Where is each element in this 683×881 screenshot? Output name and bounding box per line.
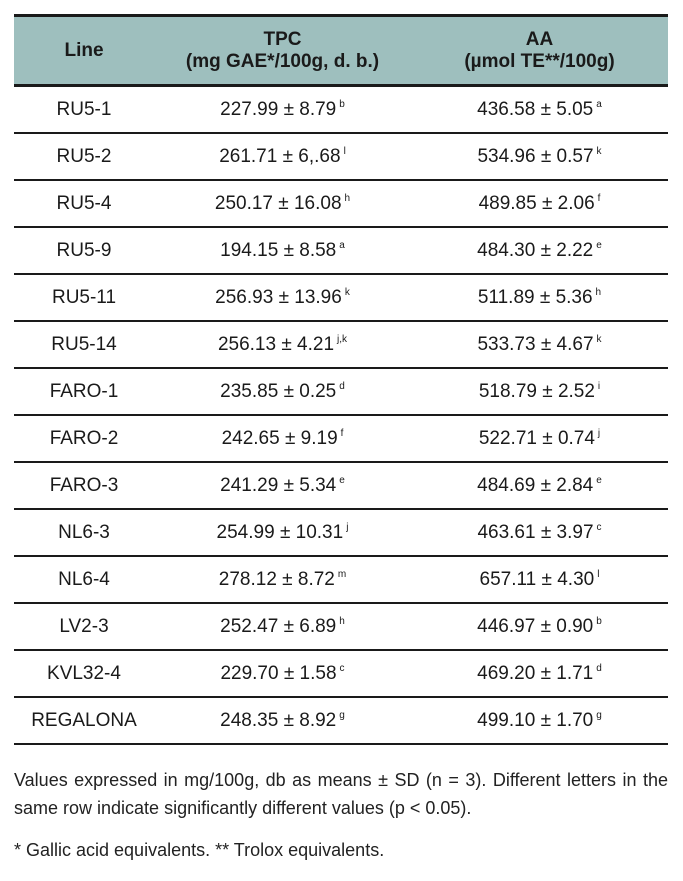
cell-aa: [411, 556, 668, 603]
cell-tpc: [154, 86, 411, 134]
cell-tpc: [154, 368, 411, 415]
cell-aa: [411, 603, 668, 650]
table-row: [14, 86, 668, 134]
cell-tpc-value: 252.47 ± 6.89: [220, 615, 337, 637]
table-header: [14, 16, 668, 86]
cell-tpc-significance-letter: c: [339, 662, 345, 674]
header-tpc-unit: (mg GAE*/100g, d. b.): [185, 50, 380, 72]
cell-tpc-significance-letter: b: [339, 98, 345, 110]
table-row: [14, 603, 668, 650]
cell-tpc: [154, 133, 411, 180]
cell-aa-value: 657.11 ± 4.30: [479, 568, 595, 590]
cell-aa-significance-letter: e: [596, 474, 602, 486]
header-tpc: [154, 16, 411, 86]
cell-tpc-significance-letter: e: [339, 474, 345, 486]
table-row: [14, 274, 668, 321]
cell-aa-significance-letter: e: [596, 239, 602, 251]
header-aa-label: AA: [525, 28, 554, 50]
cell-aa-value: 489.85 ± 2.06: [478, 192, 595, 214]
table-row: [14, 133, 668, 180]
cell-tpc: [154, 227, 411, 274]
cell-tpc-significance-letter: k: [344, 286, 350, 298]
cell-tpc-value: 278.12 ± 8.72: [218, 568, 335, 590]
cell-tpc-value: 229.70 ± 1.58: [220, 662, 337, 684]
cell-aa: [411, 133, 668, 180]
cell-aa-significance-letter: l: [597, 568, 600, 580]
cell-aa: [411, 415, 668, 462]
cell-tpc-significance-letter: j: [346, 521, 349, 533]
header-aa: [411, 16, 668, 86]
cell-aa-value: 446.97 ± 0.90: [477, 615, 594, 637]
table-row: [14, 556, 668, 603]
cell-line: RU5-9: [56, 239, 112, 261]
cell-aa-value: 436.58 ± 5.05: [477, 98, 594, 120]
header-line: [14, 16, 154, 86]
cell-aa-significance-letter: f: [597, 192, 601, 204]
cell-tpc-significance-letter: g: [339, 709, 345, 721]
cell-line: RU5-2: [56, 145, 112, 167]
table-row: [14, 462, 668, 509]
cell-tpc-significance-letter: a: [339, 239, 345, 251]
cell-aa-significance-letter: b: [596, 615, 602, 627]
cell-tpc: [154, 274, 411, 321]
table-row: [14, 650, 668, 697]
cell-aa: [411, 368, 668, 415]
cell-tpc-value: 256.93 ± 13.96: [215, 286, 342, 308]
cell-aa: [411, 697, 668, 744]
cell-line: RU5-1: [56, 98, 112, 120]
cell-aa-significance-letter: d: [596, 662, 602, 674]
cell-tpc: [154, 321, 411, 368]
cell-tpc-value: 242.65 ± 9.19: [221, 427, 338, 449]
cell-line: LV2-3: [59, 615, 109, 637]
header-line-label: Line: [64, 39, 104, 61]
cell-tpc-significance-letter: d: [339, 380, 345, 392]
cell-tpc-value: 248.35 ± 8.92: [220, 709, 337, 731]
cell-tpc-significance-letter: l: [343, 145, 346, 157]
cell-aa: [411, 86, 668, 134]
cell-aa: [411, 462, 668, 509]
cell-line: NL6-3: [58, 521, 110, 543]
cell-line: KVL32-4: [47, 662, 121, 684]
cell-tpc: [154, 415, 411, 462]
cell-tpc: [154, 603, 411, 650]
results-table: [14, 14, 668, 745]
cell-aa-significance-letter: k: [596, 145, 602, 157]
cell-tpc-value: 261.71 ± 6,.68: [219, 145, 341, 167]
cell-aa-significance-letter: c: [596, 521, 602, 533]
cell-line: RU5-11: [51, 286, 117, 308]
note-values: Values expressed in mg/100g, db as means ± SD (n = 3). Different letters in the same row indicate significantly different values (p < 0.05).: [14, 770, 668, 818]
cell-tpc: [154, 697, 411, 744]
cell-tpc: [154, 180, 411, 227]
cell-tpc-significance-letter: m: [337, 568, 347, 580]
table-row: [14, 321, 668, 368]
cell-tpc-value: 194.15 ± 8.58: [220, 239, 337, 261]
cell-aa-value: 533.73 ± 4.67: [477, 333, 594, 355]
cell-aa-value: 534.96 ± 0.57: [477, 145, 594, 167]
cell-tpc-value: 241.29 ± 5.34: [220, 474, 337, 496]
cell-line: NL6-4: [58, 568, 110, 590]
cell-tpc: [154, 509, 411, 556]
table-row: [14, 697, 668, 744]
cell-aa-significance-letter: i: [597, 380, 601, 392]
cell-aa-significance-letter: h: [595, 286, 602, 298]
cell-aa-value: 511.89 ± 5.36: [477, 286, 593, 308]
cell-tpc-value: 250.17 ± 16.08: [214, 192, 342, 214]
cell-line: REGALONA: [31, 709, 137, 731]
cell-aa-significance-letter: k: [596, 333, 602, 345]
cell-aa-significance-letter: j: [597, 427, 601, 439]
cell-tpc-value: 254.99 ± 10.31: [216, 521, 344, 543]
cell-tpc: [154, 556, 411, 603]
table-notes: [14, 766, 668, 864]
table-row: [14, 180, 668, 227]
table-row: [14, 509, 668, 556]
cell-aa: [411, 274, 668, 321]
cell-aa-value: 518.79 ± 2.52: [478, 380, 595, 402]
cell-tpc-value: 256.13 ± 4.21: [217, 333, 335, 355]
note-abbreviations: * Gallic acid equivalents. ** Trolox equivalents.: [14, 840, 385, 860]
cell-aa-significance-letter: a: [596, 98, 602, 110]
cell-line: FARO-1: [49, 380, 119, 402]
cell-aa-value: 522.71 ± 0.74: [478, 427, 595, 449]
cell-aa: [411, 227, 668, 274]
cell-aa-value: 499.10 ± 1.70: [477, 709, 594, 731]
header-tpc-label: TPC: [263, 28, 302, 50]
cell-line: RU5-4: [56, 192, 112, 214]
header-aa-unit: (µmol TE**/100g): [464, 50, 615, 72]
cell-tpc-significance-letter: h: [344, 192, 351, 204]
cell-aa: [411, 509, 668, 556]
cell-tpc-significance-letter: h: [339, 615, 345, 627]
cell-tpc-value: 235.85 ± 0.25: [220, 380, 337, 402]
cell-aa: [411, 321, 668, 368]
cell-line: FARO-3: [49, 474, 119, 496]
table-row: [14, 227, 668, 274]
cell-aa-value: 463.61 ± 3.97: [477, 521, 594, 543]
table-row: [14, 368, 668, 415]
cell-aa: [411, 180, 668, 227]
cell-line: RU5-14: [51, 333, 117, 355]
cell-aa: [411, 650, 668, 697]
data-table-container: [14, 14, 668, 745]
cell-tpc-significance-letter: j,k: [337, 333, 348, 345]
cell-tpc: [154, 650, 411, 697]
cell-tpc: [154, 462, 411, 509]
header-row: [14, 16, 668, 86]
cell-aa-value: 484.69 ± 2.84: [477, 474, 594, 496]
cell-aa-significance-letter: g: [596, 709, 602, 721]
table-body: [14, 86, 668, 745]
cell-line: FARO-2: [49, 427, 119, 449]
cell-aa-value: 469.20 ± 1.71: [477, 662, 594, 684]
cell-tpc-value: 227.99 ± 8.79: [220, 98, 337, 120]
table-row: [14, 415, 668, 462]
cell-aa-value: 484.30 ± 2.22: [477, 239, 594, 261]
cell-tpc-significance-letter: f: [340, 427, 344, 439]
